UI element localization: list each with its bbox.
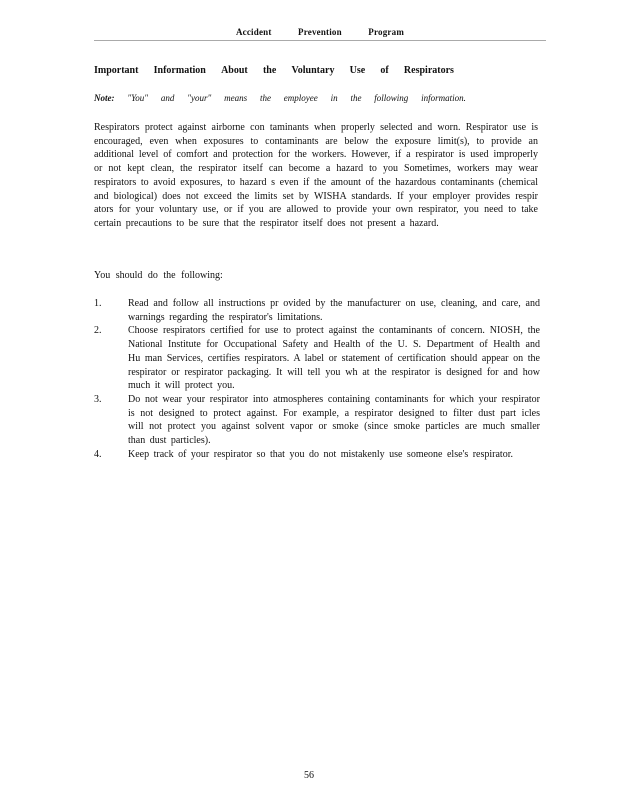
note-line — [94, 93, 466, 103]
note-word: and — [160, 93, 175, 103]
note-word: the — [259, 93, 271, 103]
note-word: "your" — [187, 93, 212, 103]
note-word: employee — [283, 93, 318, 103]
note-word: in — [330, 93, 338, 103]
title-word: About — [221, 65, 248, 76]
note-word: means — [224, 93, 248, 103]
note-word: "You" — [127, 93, 149, 103]
list-text: Choose respirators certified for use to protect against the contaminants of concern. NIOSH, the National Institute for Occupational Safety and Health of the U. S. Department of Health and Hu man Services, certifies respirators. A label or statement of certification should appear on the respirator or respirator packaging. It will tell you wh at the respirator is designed for and how much it will protect you. — [128, 325, 540, 392]
note-word: the — [350, 93, 362, 103]
note-label: Note: — [94, 93, 115, 103]
page-number: 56 — [304, 770, 314, 781]
list-number: 3. — [94, 393, 102, 405]
list-item — [94, 448, 540, 462]
page-title — [94, 65, 454, 76]
running-header — [94, 27, 546, 37]
list-number: 4. — [94, 448, 102, 460]
precautions-list — [94, 297, 540, 461]
title-word: of — [380, 65, 389, 76]
title-word: Voluntary — [291, 65, 335, 76]
list-text: Do not wear your respirator into atmospheres containing contaminants for which your respirator is not designed to protect against. For example, a respirator designed to filter dust part icles will not protect you against solvent vapor or smoke (since smoke particles are much smaller than dust particles). — [128, 393, 540, 447]
title-word: Respirators — [403, 65, 454, 76]
header-word: Program — [368, 27, 405, 37]
list-text: Read and follow all instructions pr ovided by the manufacturer on use, cleaning, and care, and warnings regarding the respirator's limitations. — [128, 298, 540, 323]
body-paragraph: Respirators protect against airborne con taminants when properly selected and worn. Respirator use is encouraged, even when exposures to contaminants are below the exposure limit(s), to provide an additional level of comfort and protection for the workers. However, if a respirator is used improperly or not kept clean, the respirator itself can become a hazard to you Sometimes, workers may wear respirators to avoid exposures, to hazard s even if the amount of the hazardous contaminants (chemical and biological) does not exceed the limits set by WISHA standards. If your employer provides respir ators for your voluntary use, or if you are allowed to provide your own respirator, you need to take certain precautions to be sure that the respirator itself does not present a hazard. — [94, 122, 538, 229]
title-word: Important — [94, 65, 139, 76]
header-rule — [94, 40, 546, 41]
header-word: Accident — [235, 27, 272, 37]
list-item — [94, 393, 540, 448]
list-number: 1. — [94, 298, 102, 309]
list-number: 2. — [94, 325, 102, 337]
list-item — [94, 324, 540, 393]
title-word: Use — [349, 65, 366, 76]
title-word: Information — [153, 65, 206, 76]
list-item — [94, 297, 540, 324]
title-word: the — [262, 65, 277, 76]
list-heading: You should do the following: — [94, 270, 223, 281]
list-text: Keep track of your respirator so that you do not mistakenly use someone else's respirator. — [128, 448, 513, 460]
note-word: following — [374, 93, 409, 103]
note-word: information. — [421, 93, 466, 103]
header-word: Prevention — [298, 27, 342, 37]
